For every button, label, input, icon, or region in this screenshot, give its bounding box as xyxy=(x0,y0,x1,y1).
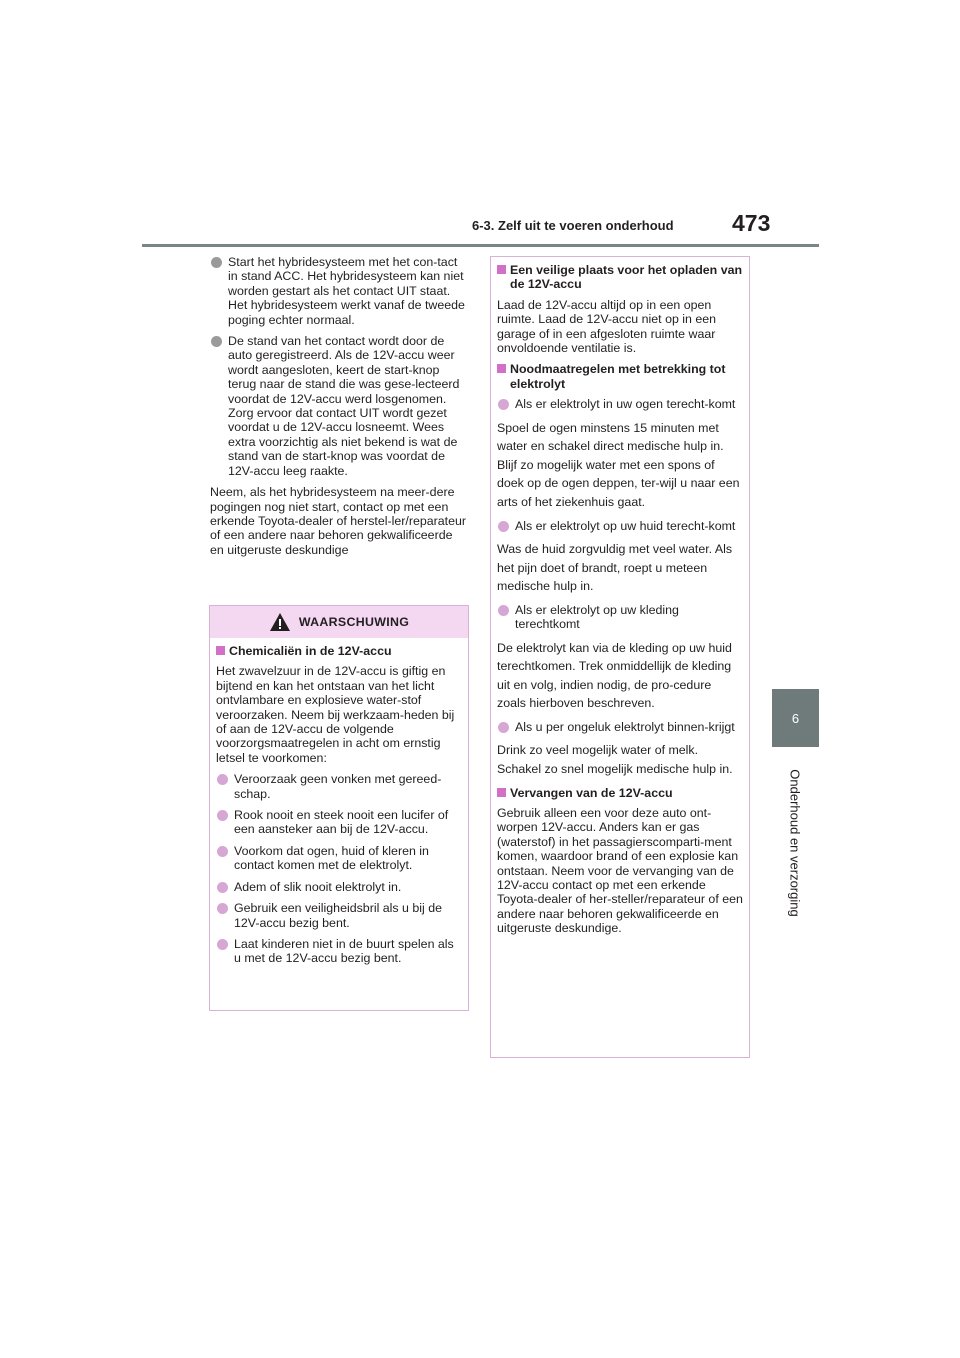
subheading xyxy=(497,263,743,292)
square-bullet-icon xyxy=(216,646,225,655)
body-paragraph: Laad de 12V-accu altijd op in een open ruimte. Laad de 12V-accu niet op in een garage of in een afgesloten ruimte waar onvoldoende ventilatie is. xyxy=(497,297,717,356)
safety-info-box xyxy=(490,256,750,1058)
body-paragraph: Was de huid zorgvuldig met veel water. Als het pijn doet of brandt, roept u meteen medische hulp in. xyxy=(497,542,733,594)
square-bullet-icon xyxy=(497,265,506,274)
list-item xyxy=(216,937,462,966)
body-paragraph: Spoel de ogen minstens 15 minuten met water en schakel direct medische hulp in. Blijf zo mogelijk water met een spons of doek op de ogen deppen, ter-wijl u naar een arts of het ziekenhuis gaat. xyxy=(497,420,740,510)
list-item xyxy=(216,844,462,873)
list-item xyxy=(210,334,468,478)
bullet-text: Adem of slik nooit elektrolyt in. xyxy=(234,879,402,894)
list-item xyxy=(216,808,462,837)
bullet-text: Gebruik een veiligheidsbril als u bij de 12V-accu bezig bent. xyxy=(234,901,443,930)
list-item xyxy=(497,519,743,533)
bullet-text: Laat kinderen niet in de buurt spelen als u met de 12V-accu bezig bent. xyxy=(234,936,454,966)
subheading xyxy=(497,786,743,800)
bullet-icon xyxy=(217,810,228,821)
bullet-icon xyxy=(498,399,509,410)
bullet-text: De stand van het contact wordt door de auto geregistreerd. Als de 12V-accu weer wordt aangesloten, keert de start-knop terug naar de stand die was gese-lecteerd voordat de 12V-accu werd losgenomen. Zorg ervoor dat contact UIT wordt gezet voordat u de 12V-accu losneemt. Wees extra voorzichtig als niet bekend is wat de stand van de start-knop was voordat de 12V-accu leeg raakte. xyxy=(228,334,460,478)
chapter-title: Onderhoud en verzorging xyxy=(787,769,803,917)
list-item xyxy=(497,603,743,632)
bullet-icon xyxy=(217,774,228,785)
subheading-text: Noodmaatregelen met betrekking tot elektrolyt xyxy=(510,362,726,391)
warning-title: WAARSCHUWING xyxy=(298,615,410,629)
bullet-icon xyxy=(217,882,228,893)
bullet-icon xyxy=(217,903,228,914)
chapter-tab[interactable] xyxy=(772,689,819,747)
bullet-text: Als u per ongeluk elektrolyt binnen-krijgt xyxy=(515,720,735,734)
subheading xyxy=(497,362,743,391)
bullet-icon xyxy=(217,846,228,857)
header-rule xyxy=(142,244,819,247)
warning-body xyxy=(210,638,468,966)
bullet-text: Als er elektrolyt in uw ogen terecht-komt xyxy=(515,397,736,412)
section-title: 6-3. Zelf uit te voeren onderhoud xyxy=(472,218,674,233)
bullet-text: Rook nooit en steek nooit een lucifer of een aansteker aan bij de 12V-accu. xyxy=(234,808,449,837)
list-item xyxy=(497,397,743,411)
bullet-text: Veroorzaak geen vonken met gereed-schap. xyxy=(234,772,442,801)
bullet-icon xyxy=(217,939,228,950)
subheading-text: Een veilige plaats voor het opladen van de 12V-accu xyxy=(510,263,743,292)
subheading-text: Chemicaliën in de 12V-accu xyxy=(229,644,392,658)
body-paragraph: Drink zo veel mogelijk water of melk. Schakel zo snel mogelijk medische hulp in. xyxy=(497,743,733,776)
list-item xyxy=(216,772,462,801)
chapter-label xyxy=(785,758,805,928)
warning-header xyxy=(210,606,468,638)
left-column xyxy=(210,255,468,564)
bullet-text: Start het hybridesysteem met het con-tact in stand ACC. Het hybridesysteem kan niet worden gestart als het contact UIT staat. Het hybridesysteem werkt vanaf de tweede poging echter normaal. xyxy=(228,255,465,327)
safety-info-body xyxy=(491,257,749,936)
bullet-icon xyxy=(498,521,509,532)
list-item xyxy=(497,720,743,734)
chapter-number: 6 xyxy=(791,710,800,726)
page-number: 473 xyxy=(732,210,771,236)
warning-intro: Het zwavelzuur in de 12V-accu is giftig en bijtend en kan het ontstaan van het licht ontvlambare en explosieve water-stof veroorzaken. Neem bij werkzaam-heden bij of aan de 12V-accu de volgende voorzorgsmaatregelen in acht om ernstig letsel te voorkomen: xyxy=(216,664,455,765)
bullet-icon xyxy=(498,605,509,616)
warning-triangle-icon xyxy=(269,612,291,632)
bullet-icon xyxy=(211,336,222,347)
list-item xyxy=(216,880,462,894)
list-item xyxy=(210,255,468,327)
bullet-text: Als er elektrolyt op uw kleding terechtkomt xyxy=(515,602,679,632)
body-paragraph: Neem, als het hybridesysteem na meer-dere pogingen nog niet start, contact op met een erkende Toyota-dealer of herstel-ler/reparateur of een andere naar behoren gekwalificeerde en uitgeruste deskundige xyxy=(210,485,466,557)
body-paragraph: De elektrolyt kan via de kleding op uw huid terechtkomen. Trek onmiddellijk de kleding uit en volg, indien nodig, de pro-cedure zoals hierboven beschreven. xyxy=(497,640,732,711)
bullet-icon xyxy=(498,722,509,733)
subheading-text: Vervangen van de 12V-accu xyxy=(510,785,673,800)
square-bullet-icon xyxy=(497,788,506,797)
bullet-text: Voorkom dat ogen, huid of kleren in contact komen met de elektrolyt. xyxy=(234,843,429,873)
body-paragraph: Gebruik alleen een voor deze auto ont-worpen 12V-accu. Anders kan er gas (waterstof) in het passagierscomparti-ment komen, waardoor brand of een explosie kan ontstaan. Neem voor de vervanging van de 12V-accu contact op met een erkende Toyota-dealer of her-steller/reparateur of een andere naar behoren gekwalificeerde en uitgeruste deskundige. xyxy=(497,806,743,936)
warning-subheading xyxy=(216,644,462,658)
warning-box xyxy=(209,605,469,1011)
square-bullet-icon xyxy=(497,364,506,373)
list-item xyxy=(216,901,462,930)
bullet-text: Als er elektrolyt op uw huid terecht-komt xyxy=(515,518,736,533)
bullet-icon xyxy=(211,257,222,268)
